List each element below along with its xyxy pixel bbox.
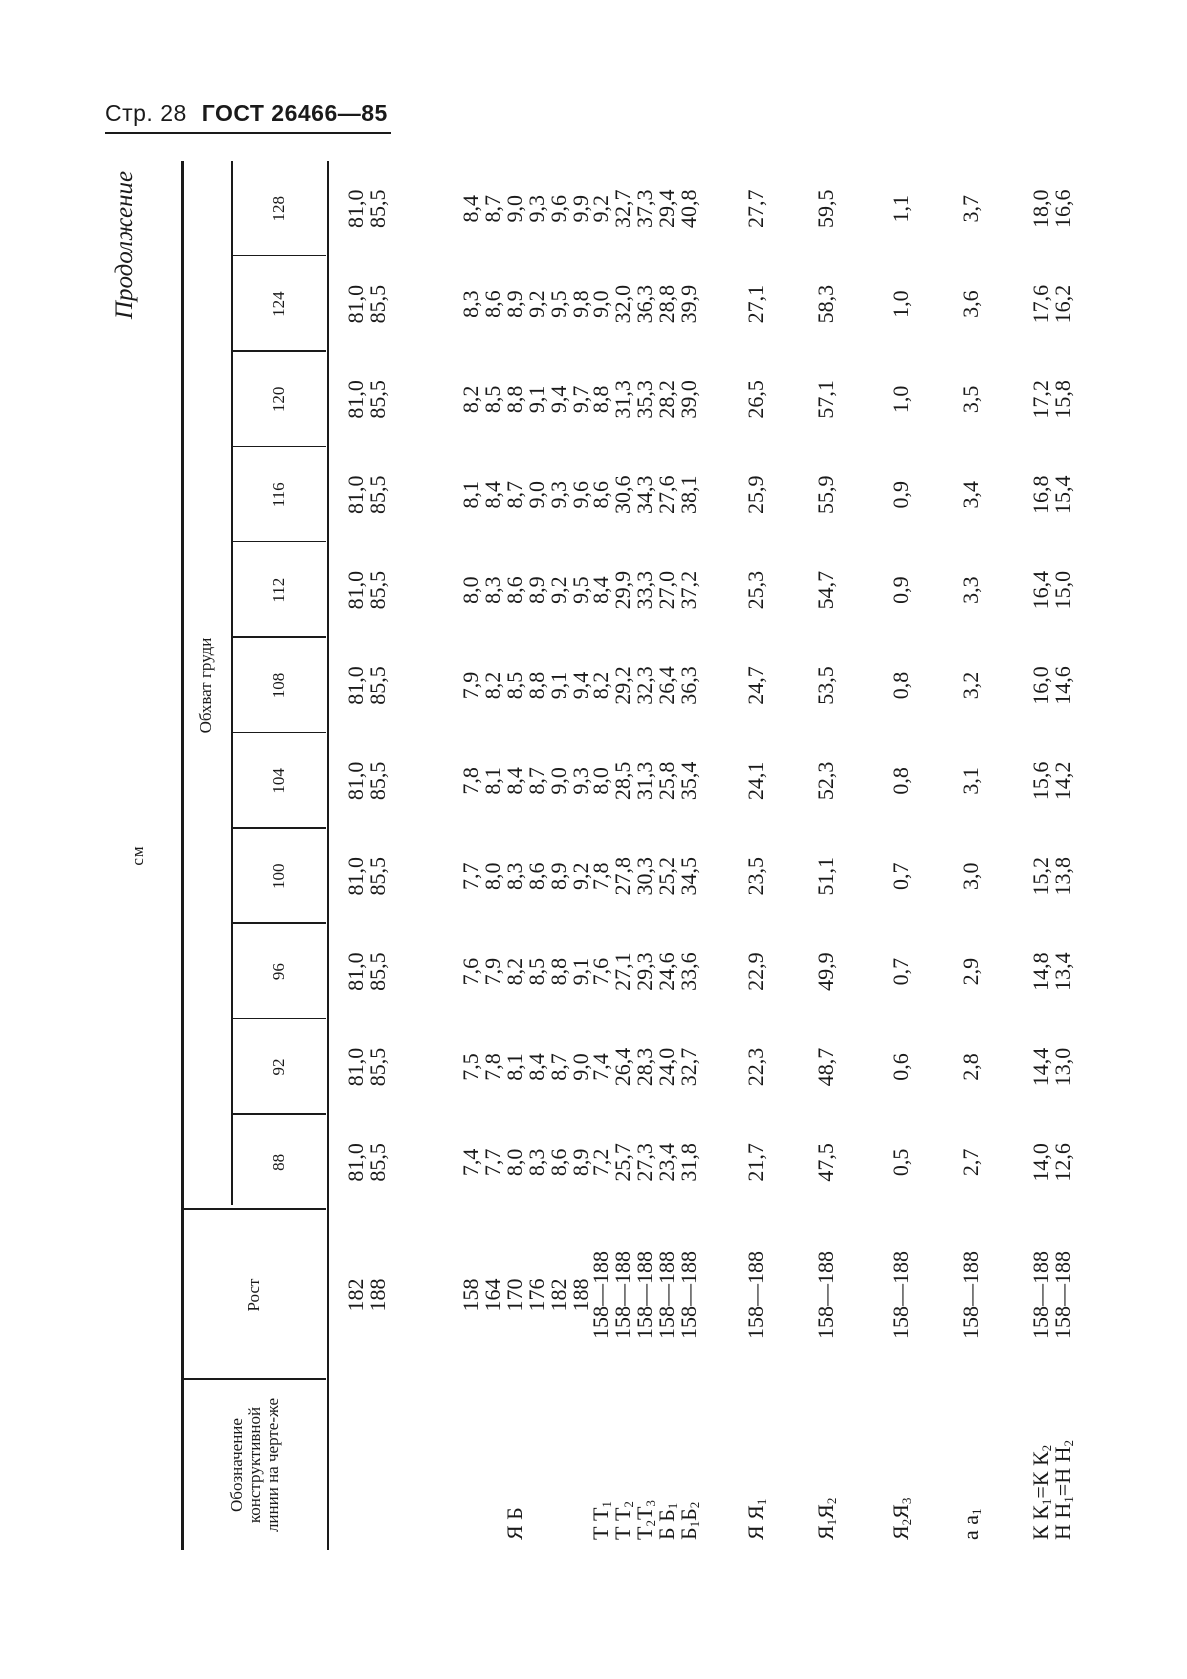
- table-cell: 1,1: [888, 194, 913, 223]
- table-cell: 0,8: [888, 767, 913, 795]
- row-heights: 158—188 158—188: [1028, 1251, 1075, 1339]
- page-prefix: Стр.: [105, 100, 154, 126]
- table-cell: 0,9: [888, 576, 913, 604]
- table-cell: 81,0 85,5: [343, 952, 390, 991]
- col-header-chest-size: 100: [268, 863, 288, 889]
- table-cell: 15,6 14,2: [1028, 761, 1075, 801]
- col-header-chest-size: 92: [268, 1058, 288, 1076]
- table-cell: 0,7: [888, 862, 913, 890]
- table-cell: 81,0 85,5: [343, 1047, 390, 1087]
- table-cell: 3,3: [958, 576, 983, 604]
- table-cell: 8,8 31,3 35,3 28,2 39,0: [588, 380, 701, 419]
- table-cell: 2,8: [958, 1053, 983, 1081]
- table-cell: 7,5 7,8 8,1 8,4 8,7 9,0: [458, 1053, 593, 1081]
- table-cell: 14,8 13,4: [1028, 952, 1075, 991]
- col-header-chest-size: 120: [268, 386, 288, 413]
- table-cell: 8,4 8,7 9,0 9,3 9,6 9,9: [458, 194, 593, 223]
- table-cell: 81,0 85,5: [343, 1143, 390, 1182]
- table-cell: 0,6: [888, 1053, 913, 1081]
- table-cell: 81,0 85,5: [343, 570, 390, 610]
- table-cell: 26,5: [743, 380, 768, 419]
- table-cell: 7,9 8,2 8,5 8,8 9,1 9,4: [458, 671, 593, 700]
- table-cell: 3,7: [958, 194, 983, 223]
- table-cell: 47,5: [813, 1143, 838, 1182]
- col-header-chest-size: 128: [268, 195, 288, 222]
- table-cell: 27,1: [743, 284, 768, 324]
- table-cell: 81,0 85,5: [343, 761, 390, 801]
- col-header-chest-size: 104: [268, 768, 288, 794]
- table-cell: 7,2 25,7 27,3 23,4 31,8: [588, 1143, 701, 1182]
- table-cell: 55,9: [813, 475, 838, 515]
- table-cell: 14,4 13,0: [1028, 1047, 1075, 1087]
- col-header-chest-size: 112: [268, 577, 288, 603]
- table-cell: 3,6: [958, 290, 983, 318]
- table-cell: 27,7: [743, 189, 768, 228]
- table-cell: 51,1: [813, 857, 838, 896]
- col-header-chest-size: 116: [268, 482, 288, 508]
- table-cell: 58,3: [813, 284, 838, 324]
- table-cell: 53,5: [813, 666, 838, 705]
- row-heights: 158—188: [743, 1251, 768, 1339]
- table-cell: 7,8 8,1 8,4 8,7 9,0 9,3: [458, 767, 593, 795]
- table-cell: 3,5: [958, 385, 983, 414]
- table-cell: 16,0 14,6: [1028, 666, 1075, 705]
- col-header-designation: Обозначение конструктивной линии на черте-же: [226, 1397, 282, 1533]
- table-cell: 0,8: [888, 671, 913, 700]
- table-cell: 1,0: [888, 385, 913, 414]
- table-cell: 8,6 30,6 34,3 27,6 38,1: [588, 475, 701, 515]
- table-cell: 9,0 32,0 36,3 28,8 39,9: [588, 284, 701, 324]
- table-cell: 3,0: [958, 862, 983, 890]
- table-cell: 48,7: [813, 1047, 838, 1087]
- row-designation: Т $Т_1$ Т $Т_2$ $Т_2Т_3$ Б $Б_1$ $Б_1Б_2$: [588, 1500, 702, 1540]
- row-heights: 158—188 158—188 158—188 158—188 158—188: [588, 1251, 701, 1339]
- col-header-chest-size: 124: [268, 291, 288, 317]
- col-header-chest-size: 96: [268, 963, 288, 981]
- table-cell: 17,2 15,8: [1028, 380, 1075, 419]
- table-cell: 0,5: [888, 1148, 913, 1177]
- row-designation: $Я_2Я_3$: [888, 1497, 914, 1540]
- table-cell: 16,8 15,4: [1028, 475, 1075, 515]
- table-cell: 81,0 85,5: [343, 857, 390, 896]
- table-cell: 2,9: [958, 957, 983, 986]
- table-cell: 0,7: [888, 957, 913, 986]
- table-cell: 8,0 8,3 8,6 8,9 9,2 9,5: [458, 576, 593, 604]
- col-header-height: Рост: [243, 1278, 263, 1312]
- table-cell: 14,0 12,6: [1028, 1143, 1075, 1182]
- header-bottom-rule: [327, 161, 329, 1550]
- table-cell: 0,9: [888, 481, 913, 509]
- table-cell: 57,1: [813, 380, 838, 419]
- unit-label: см: [128, 845, 147, 866]
- table-cell: 8,4 29,9 33,3 27,0 37,2: [588, 570, 701, 610]
- table-cell: 3,2: [958, 671, 983, 700]
- continuation-label: Продолжение: [111, 170, 138, 320]
- table-cell: 24,7: [743, 666, 768, 705]
- table-cell: 8,2 29,2 32,3 26,4 36,3: [588, 666, 701, 705]
- table-cell: 7,6 27,1 29,3 24,6 33,6: [588, 952, 701, 991]
- table-cell: 25,3: [743, 570, 768, 610]
- table-cell: 81,0 85,5: [343, 475, 390, 515]
- table-cell: 81,0 85,5: [343, 666, 390, 705]
- table-cell: 22,3: [743, 1047, 768, 1087]
- table-cell: 7,6 7,9 8,2 8,5 8,8 9,1: [458, 957, 593, 986]
- standard-number: ГОСТ 26466—85: [201, 100, 388, 126]
- table-cell: 49,9: [813, 952, 838, 991]
- table-cell: 16,4 15,0: [1028, 570, 1075, 610]
- table-cell: 22,9: [743, 952, 768, 991]
- table-cell: 7,8 27,8 30,3 25,2 34,5: [588, 857, 701, 896]
- table-cell: 54,7: [813, 570, 838, 610]
- row-designation: Я $Я_1$: [743, 1498, 769, 1540]
- table-cell: 3,1: [958, 767, 983, 795]
- table-cell: 17,6 16,2: [1028, 284, 1075, 324]
- table-cell: 81,0 85,5: [343, 284, 390, 324]
- table-cell: 23,5: [743, 857, 768, 896]
- table-cell: 15,2 13,8: [1028, 857, 1075, 896]
- table-cell: 7,4 26,4 28,3 24,0 32,7: [588, 1047, 701, 1087]
- table-cell: 52,3: [813, 761, 838, 801]
- table-cell: 24,1: [743, 761, 768, 801]
- table-cell: 9,2 32,7 37,3 29,4 40,8: [588, 189, 701, 228]
- row-designation: а $а_1$: [958, 1508, 984, 1540]
- row-designation: $Я_1Я_2$: [813, 1497, 839, 1540]
- col-header-chest-size: 88: [268, 1153, 288, 1171]
- page-number: 28: [160, 100, 187, 126]
- table-cell: 7,7 8,0 8,3 8,6 8,9 9,2: [458, 862, 593, 890]
- row-heights: 182 188: [343, 1278, 390, 1312]
- row-heights: 158—188: [958, 1251, 983, 1339]
- row-designation: К $К_1=К$ $К_2$ Н $Н_1=Н$ $Н_2$: [1028, 1440, 1076, 1540]
- table-cell: 81,0 85,5: [343, 380, 390, 419]
- row-heights: 158—188: [813, 1251, 838, 1339]
- col-header-chest-group: Обхват груди: [196, 637, 215, 734]
- table-cell: 18,0 16,6: [1028, 189, 1075, 228]
- row-heights: 158—188: [888, 1251, 913, 1339]
- table-cell: 7,4 7,7 8,0 8,3 8,6 8,9: [458, 1148, 593, 1177]
- table-cell: 25,9: [743, 475, 768, 515]
- table-cell: 8,2 8,5 8,8 9,1 9,4 9,7: [458, 385, 593, 414]
- col-header-chest-size: 108: [268, 672, 288, 699]
- table-cell: 8,1 8,4 8,7 9,0 9,3 9,6: [458, 481, 593, 509]
- table-cell: 81,0 85,5: [343, 189, 390, 228]
- row-designation: Я Б: [502, 1507, 527, 1540]
- table-cell: 59,5: [813, 189, 838, 228]
- table-cell: 8,3 8,6 8,9 9,2 9,5 9,8: [458, 290, 593, 318]
- table-cell: 3,4: [958, 481, 983, 509]
- table-cell: 2,7: [958, 1148, 983, 1177]
- table-cell: 21,7: [743, 1143, 768, 1182]
- row-heights: 158 164 170 176 182 188: [458, 1278, 593, 1312]
- table-cell: 1,0: [888, 290, 913, 318]
- table-cell: 8,0 28,5 31,3 25,8 35,4: [588, 761, 701, 801]
- dimensions-table: [128, 161, 1187, 1550]
- row-designation: [345, 1380, 395, 1550]
